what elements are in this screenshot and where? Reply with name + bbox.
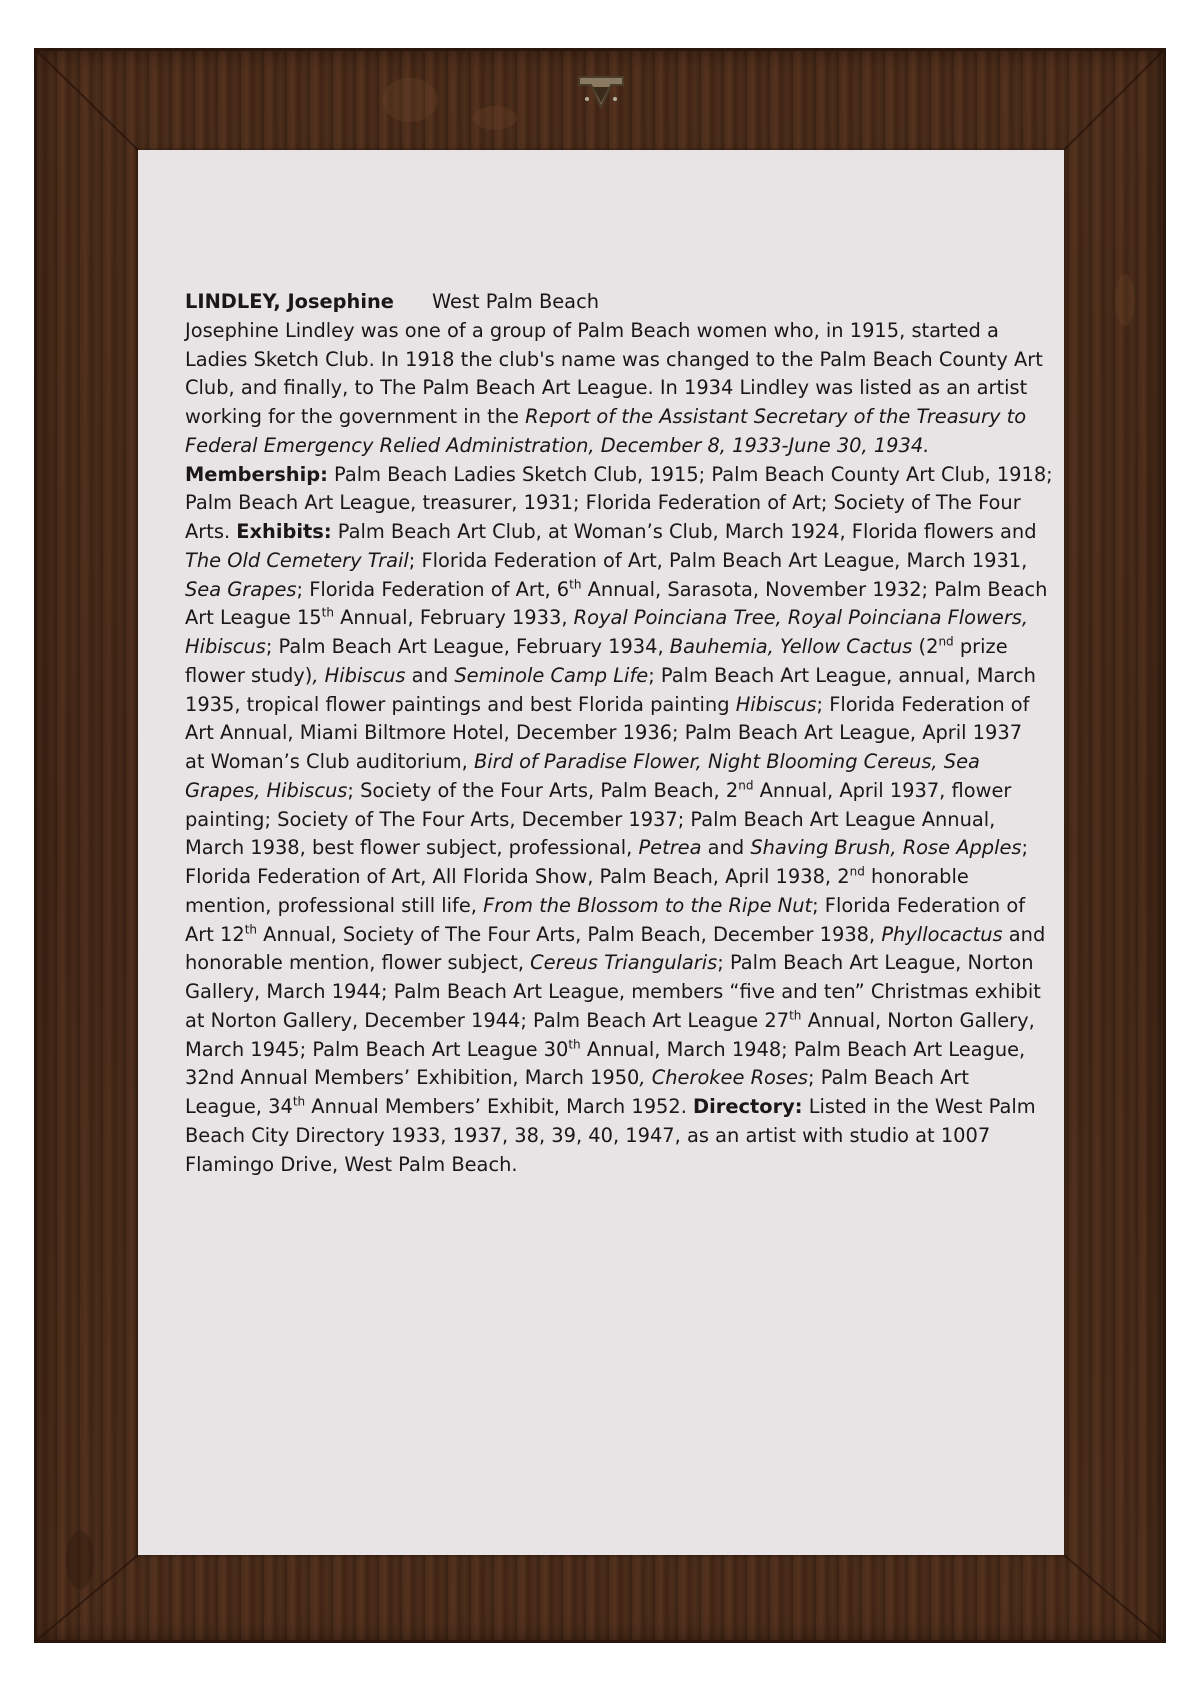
bio-fragment: at Norton Gallery, December 1944; Palm Beach Art League 27: [185, 1008, 790, 1032]
bio-fragment: March 1938, best flower subject, professional,: [185, 836, 639, 860]
ordinal-suffix: th: [789, 1008, 802, 1023]
bio-title: Petrea: [638, 836, 702, 860]
bio-title: Federal Emergency Relied Administration, December 8, 1933-June 30, 1934.: [185, 433, 930, 457]
bio-fragment: ; Florida Federation of: [816, 692, 1030, 716]
bio-line: [185, 1093, 1055, 1122]
bio-fragment: ; Palm Beach Art: [808, 1066, 969, 1090]
bio-fragment: Annual, Sarasota, November 1932; Palm Beach: [581, 577, 1048, 601]
ordinal-suffix: th: [321, 605, 334, 620]
bio-title: Shaving Brush, Rose Apples: [750, 836, 1022, 860]
bio-fragment: Annual, March 1948; Palm Beach Art League,: [580, 1037, 1026, 1061]
bio-line: [185, 633, 1055, 662]
bio-fragment: Listed in the West Palm: [802, 1095, 1036, 1118]
bio-title: , Cherokee Roses: [639, 1066, 809, 1090]
ordinal-suffix: nd: [738, 778, 754, 793]
bio-line: Ladies Sketch Club. In 1918 the club's name was changed to the Palm Beach County Art: [185, 347, 1043, 371]
ordinal-suffix: th: [292, 1094, 306, 1109]
bio-fragment: Annual, April 1937, flower: [753, 778, 1012, 802]
bio-fragment: Annual, Norton Gallery,: [801, 1008, 1035, 1032]
bio-fragment: ;: [1021, 836, 1029, 860]
bio-line: [185, 461, 1055, 490]
bio-line: [185, 576, 1055, 605]
bio-line: [185, 777, 1055, 806]
bio-title: Cereus Triangularis: [530, 951, 718, 975]
sawtooth-hanger-icon: [573, 73, 629, 113]
bio-title: Report of the Assistant Secretary of the Treasury to: [525, 405, 1027, 428]
bio-title: The Old Cemetery Trail: [185, 548, 409, 572]
bio-title: Phyllocactus: [881, 922, 1003, 946]
bio-fragment: ; Florida Federation of: [812, 893, 1026, 917]
ordinal-suffix: nd: [849, 864, 865, 879]
bio-line: [185, 518, 1055, 547]
bio-fragment: and: [701, 836, 751, 860]
bio-fragment: honorable: [864, 865, 969, 888]
artist-location: West Palm Beach: [431, 290, 600, 313]
bio-line: [185, 748, 1055, 777]
artist-given-name: , Josephine: [273, 290, 394, 313]
bio-fragment: (2: [912, 635, 939, 658]
artist-biography: [185, 288, 1055, 1179]
bio-fragment: Palm Beach Art Club, at Woman’s Club, March 1924, Florida flowers and: [331, 520, 1037, 543]
artist-surname: LINDLEY: [185, 290, 274, 313]
bio-line: [185, 662, 1055, 691]
bio-line: [185, 949, 1055, 978]
bio-fragment: prize: [953, 635, 1008, 658]
bio-line: [185, 892, 1055, 921]
bio-fragment: at Woman’s Club auditorium,: [185, 750, 474, 773]
bio-fragment: ; Palm Beach Art League, February 1934,: [265, 635, 670, 658]
bio-line: Flamingo Drive, West Palm Beach.: [185, 1152, 518, 1176]
bio-fragment: honorable mention, flower subject,: [185, 951, 531, 975]
bio-title: From the Blossom to the Ripe Nut: [483, 893, 813, 917]
bio-fragment: 32nd Annual Members’ Exhibition, March 1950: [185, 1066, 640, 1090]
bio-fragment: Florida Federation of Art, All Florida Show, Palm Beach, April 1938, 2: [185, 865, 850, 888]
bio-fragment: ; Society of the Four Arts, Palm Beach, 2: [347, 778, 739, 802]
ordinal-suffix: nd: [938, 634, 954, 649]
bio-title: , Hibiscus: [312, 663, 406, 687]
bio-fragment: ; Florida Federation of Art, Palm Beach Art League, March 1931,: [408, 548, 1028, 572]
bio-line: [185, 432, 1055, 461]
ordinal-suffix: th: [568, 1037, 581, 1052]
bio-fragment: ; Palm Beach Art League, annual, March: [648, 663, 1036, 687]
bio-line: [185, 1007, 1055, 1036]
bio-fragment: Annual, Society of The Four Arts, Palm Beach, December 1938,: [257, 922, 882, 946]
bio-line: Josephine Lindley was one of a group of Palm Beach women who, in 1915, started a: [185, 318, 999, 342]
bio-fragment: mention, professional still life,: [185, 893, 484, 917]
bio-line: Beach City Directory 1933, 1937, 38, 39, 40, 1947, as an artist with studio at 1007: [185, 1123, 991, 1147]
bio-fragment: and: [405, 663, 455, 687]
directory-label: Directory:: [693, 1095, 803, 1118]
exhibits-label: Exhibits:: [236, 520, 332, 543]
bio-line: Club, and finally, to The Palm Beach Art League. In 1934 Lindley was listed as an artist: [185, 376, 1028, 400]
bio-fragment: working for the government in the: [185, 405, 526, 428]
bio-title: Hibiscus: [735, 692, 817, 716]
bio-heading: [185, 288, 1055, 317]
bio-fragment: March 1945; Palm Beach Art League 30: [185, 1037, 569, 1061]
bio-line: Art Annual, Miami Biltmore Hotel, December 1936; Palm Beach Art League, April 1937: [185, 721, 1023, 745]
bio-line: [185, 1036, 1055, 1065]
bio-fragment: Annual Members’ Exhibit, March 1952.: [305, 1095, 694, 1118]
bio-fragment: ; Florida Federation of Art, 6: [296, 577, 570, 601]
bio-title: Sea Grapes: [185, 577, 297, 601]
bio-line: [185, 691, 1055, 720]
bio-line: [185, 863, 1055, 892]
bio-fragment: Arts.: [185, 520, 237, 543]
bio-fragment: 1935, tropical flower paintings and best Florida painting: [185, 692, 736, 716]
bio-fragment: Art 12: [185, 922, 245, 946]
bio-line: [185, 1064, 1055, 1093]
bio-title: Grapes, Hibiscus: [185, 778, 348, 802]
bio-line: [185, 403, 1055, 432]
membership-label: Membership:: [185, 462, 328, 486]
bio-line: Gallery, March 1944; Palm Beach Art League, members “five and ten” Christmas exhibit: [185, 980, 1041, 1003]
bio-line: Palm Beach Art League, treasurer, 1931; Florida Federation of Art; Society of The Four: [185, 491, 1021, 515]
bio-title: Bauhemia, Yellow Cactus: [669, 635, 913, 658]
bio-title: Bird of Paradise Flower, Night Blooming Cereus, Sea: [473, 750, 980, 773]
bio-title: Seminole Camp Life: [454, 663, 649, 687]
bio-fragment: and: [1002, 922, 1046, 946]
ordinal-suffix: th: [569, 577, 582, 592]
ordinal-suffix: th: [244, 922, 258, 937]
bio-line: [185, 834, 1055, 863]
bio-title: Royal Poinciana Tree, Royal Poinciana Flowers,: [573, 606, 1029, 630]
bio-line: [185, 604, 1055, 633]
bio-line: [185, 547, 1055, 576]
bio-line: painting; Society of The Four Arts, December 1937; Palm Beach Art League Annual,: [185, 807, 996, 831]
bio-fragment: Art League 15: [185, 606, 322, 630]
bio-fragment: Annual, February 1933,: [333, 606, 574, 630]
bio-fragment: ; Palm Beach Art League, Norton: [717, 951, 1034, 975]
bio-fragment: League, 34: [185, 1095, 293, 1118]
bio-fragment: Palm Beach Ladies Sketch Club, 1915; Palm Beach County Art Club, 1918;: [327, 462, 1053, 486]
bio-line: [185, 921, 1055, 950]
bio-fragment: flower study): [185, 663, 313, 687]
bio-title: Hibiscus: [185, 635, 266, 658]
